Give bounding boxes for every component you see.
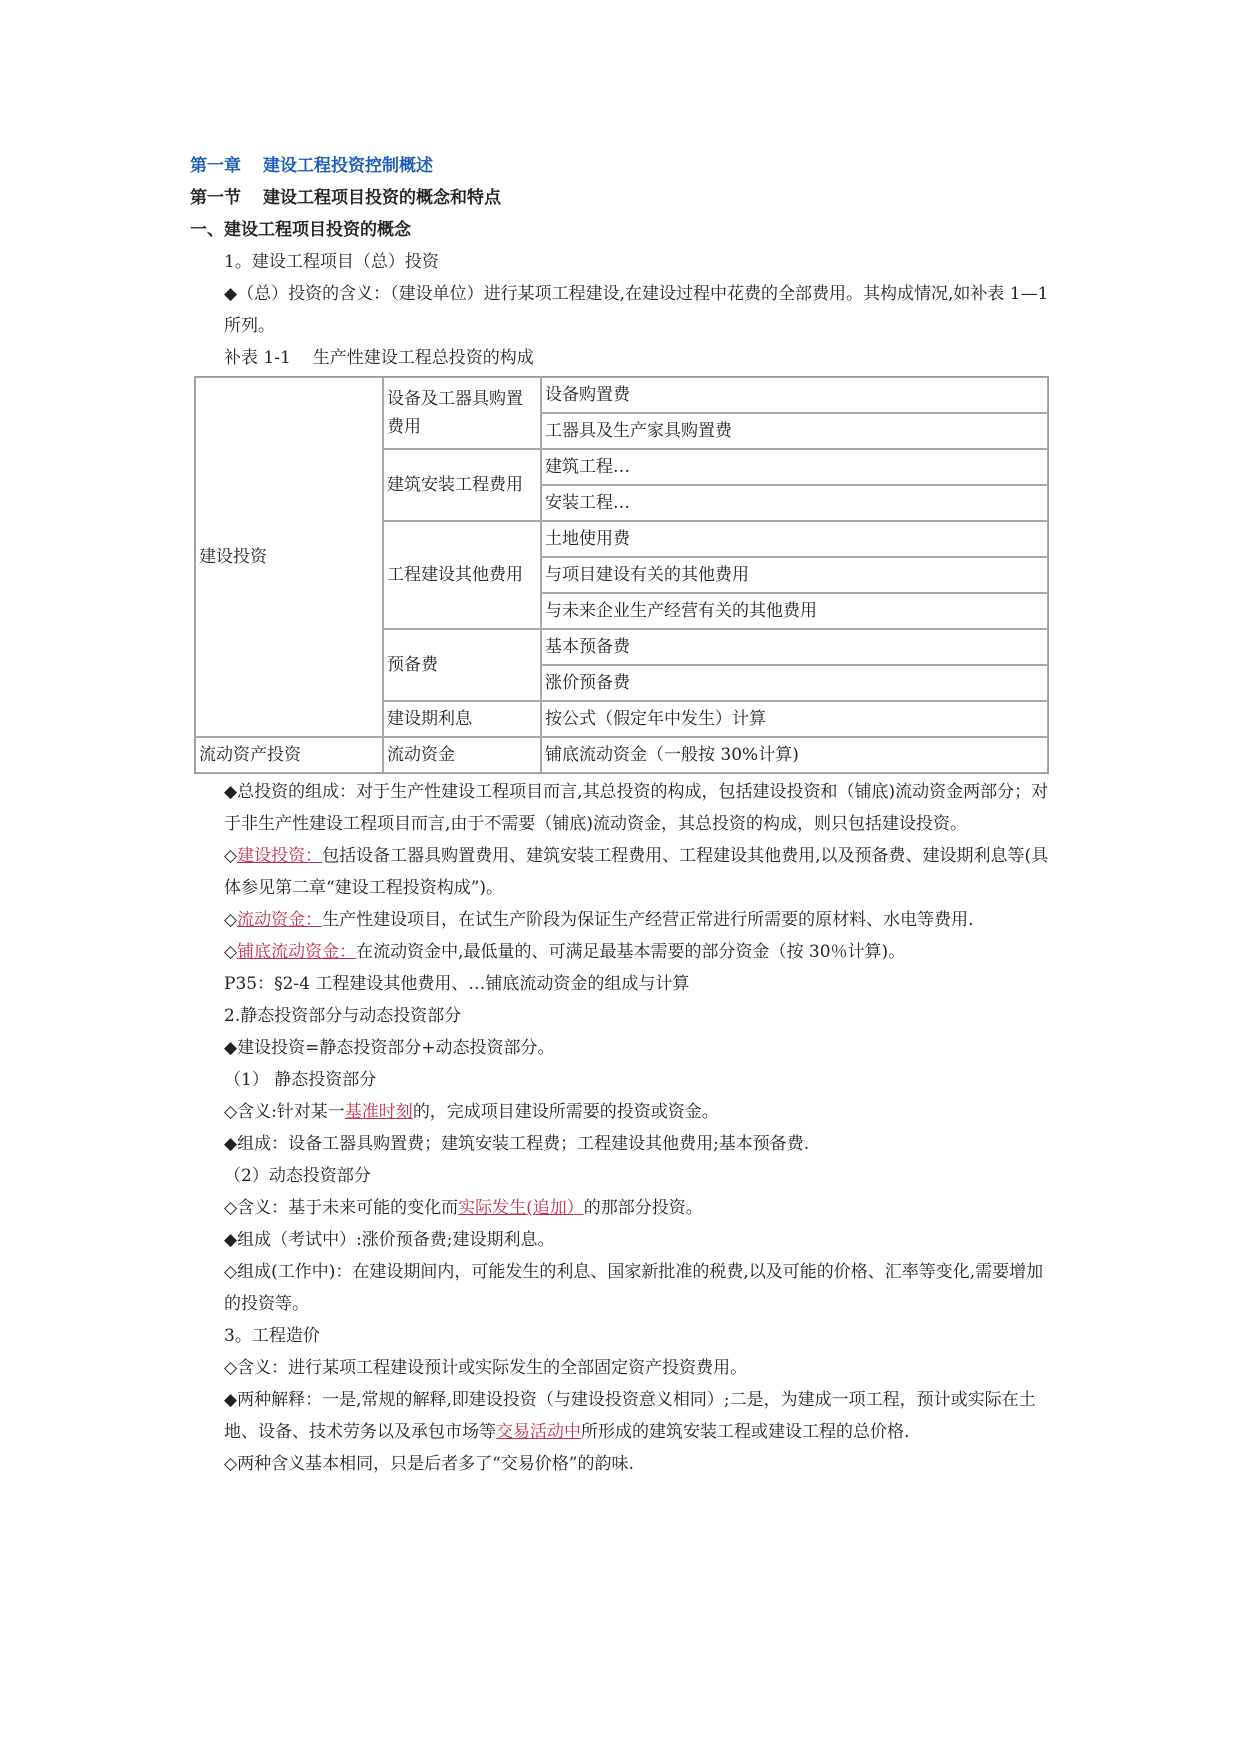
table-cell-interest: 建设期利息 (383, 701, 541, 737)
dynamic-composition-exam: ◆组成（考试中）:涨价预备费;建设期利息。 (224, 1230, 555, 1250)
table-cell: 基本预备费 (541, 629, 1048, 665)
table-cell: 按公式（假定年中发生）计算 (541, 701, 1048, 737)
chapter-heading (190, 150, 1050, 182)
item-1-title: 1。建设工程项目（总）投资 (224, 252, 439, 272)
static-investment-title: （1） 静态投资部分 (224, 1070, 377, 1090)
table-cell: 安装工程… (541, 485, 1048, 521)
table-cell: 涨价预备费 (541, 665, 1048, 701)
table-caption-title: 生产性建设工程总投资的构成 (312, 348, 534, 368)
dynamic-composition-work: ◇组成(工作中)：在建设期间内，可能发生的利息、国家新批准的税费,以及可能的价格、汇率等变化,需要增加的投资等。 (224, 1262, 1044, 1314)
table-cell-working-capital-investment: 流动资产投资 (195, 737, 383, 773)
table-caption-number: 补表 1-1 (224, 348, 291, 368)
highlighted-term: 铺底流动资金： (237, 942, 357, 962)
table-caption (190, 342, 1050, 374)
definition-text: 包括设备工器具购置费用、建筑安装工程费用、工程建设其他费用,以及预备费、建设期利息等(具体参见第二章“建设工程投资构成”)。 (224, 846, 1049, 898)
table-cell: 铺底流动资金（一般按 30%计算) (541, 737, 1048, 773)
static-investment-composition: ◆组成：设备工器具购置费；建筑安装工程费；工程建设其他费用;基本预备费. (224, 1134, 810, 1154)
investment-composition-table (194, 376, 1049, 774)
highlighted-term: 建设投资： (237, 846, 323, 866)
working-capital-definition (190, 904, 1050, 936)
table-cell: 土地使用费 (541, 521, 1048, 557)
dynamic-investment-meaning: ◇含义：基于未来可能的变化而实际发生(追加）的那部分投资。 (224, 1198, 703, 1218)
subheading: 一、建设工程项目投资的概念 (190, 220, 411, 240)
table-cell-building: 建筑安装工程费用 (383, 449, 541, 521)
chapter-title: 建设工程投资控制概述 (263, 156, 433, 176)
table-cell-other-costs: 工程建设其他费用 (383, 521, 541, 629)
table-cell-reserve: 预备费 (383, 629, 541, 701)
highlighted-term: 实际发生(追加） (458, 1198, 584, 1218)
table-cell: 工器具及生产家具购置费 (541, 413, 1048, 449)
cost-meaning: ◇含义：进行某项工程建设预计或实际发生的全部固定资产投资费用。 (224, 1358, 748, 1378)
definition-text: 生产性建设项目，在试生产阶段为保证生产经营正常进行所需要的原材料、水电等费用. (322, 910, 974, 930)
base-working-capital-definition (190, 936, 1050, 968)
chapter-number: 第一章 (190, 156, 241, 176)
page-reference: P35：§2-4 工程建设其他费用、…铺底流动资金的组成与计算 (224, 974, 690, 994)
diamond-bullet: ◇ (224, 942, 238, 962)
two-meanings-same: ◇两种含义基本相同，只是后者多了“交易价格”的韵味. (224, 1454, 634, 1474)
static-investment-meaning: ◇含义:针对某一基准时刻的，完成项目建设所需要的投资或资金。 (224, 1102, 719, 1122)
total-investment-composition: ◆总投资的组成：对于生产性建设工程项目而言,其总投资的构成，包括建设投资和（铺底)流动资金两部分；对于非生产性建设工程项目而言,由于不需要（铺底)流动资金，其总投资的构成，则只包括建设投资。 (224, 782, 1049, 834)
highlighted-term: 流动资金： (237, 910, 323, 930)
dynamic-investment-title: （2）动态投资部分 (224, 1166, 371, 1186)
table-cell: 与项目建设有关的其他费用 (541, 557, 1048, 593)
item-2-title: 2.静态投资部分与动态投资部分 (224, 1006, 462, 1026)
construction-investment-definition (190, 840, 1050, 904)
table-cell-equipment: 设备及工器具购置费用 (383, 377, 541, 449)
highlighted-term: 交易活动中 (496, 1422, 581, 1442)
section-title: 建设工程项目投资的概念和特点 (263, 188, 501, 208)
table-cell: 与未来企业生产经营有关的其他费用 (541, 593, 1048, 629)
document-page (190, 150, 1050, 1480)
investment-definition: ◆（总）投资的含义：（建设单位）进行某项工程建设,在建设过程中花费的全部费用。其构成情况,如补表 1—1 所列。 (224, 284, 1049, 336)
section-heading (190, 182, 1050, 214)
item-3-title: 3。工程造价 (224, 1326, 320, 1346)
diamond-bullet: ◇ (224, 846, 238, 866)
investment-formula: ◆建设投资=静态投资部分+动态投资部分。 (224, 1038, 555, 1058)
diamond-bullet: ◇ (224, 910, 238, 930)
table-cell-working-capital: 流动资金 (383, 737, 541, 773)
section-number: 第一节 (190, 188, 241, 208)
table-cell: 设备购置费 (541, 377, 1048, 413)
table-cell: 建筑工程… (541, 449, 1048, 485)
two-explanations: ◆两种解释：一是,常规的解释,即建设投资（与建设投资意义相同）;二是，为建成一项工程，预计或实际在土地、设备、技术劳务以及承包市场等交易活动中所形成的建筑安装工程或建设工程的总价格. (224, 1390, 1036, 1442)
table-cell-construction-investment: 建设投资 (195, 377, 383, 737)
definition-text: 在流动资金中,最低量的、可满足最基本需要的部分资金（按 30％计算)。 (356, 942, 906, 962)
highlighted-term: 基准时刻 (344, 1102, 413, 1122)
